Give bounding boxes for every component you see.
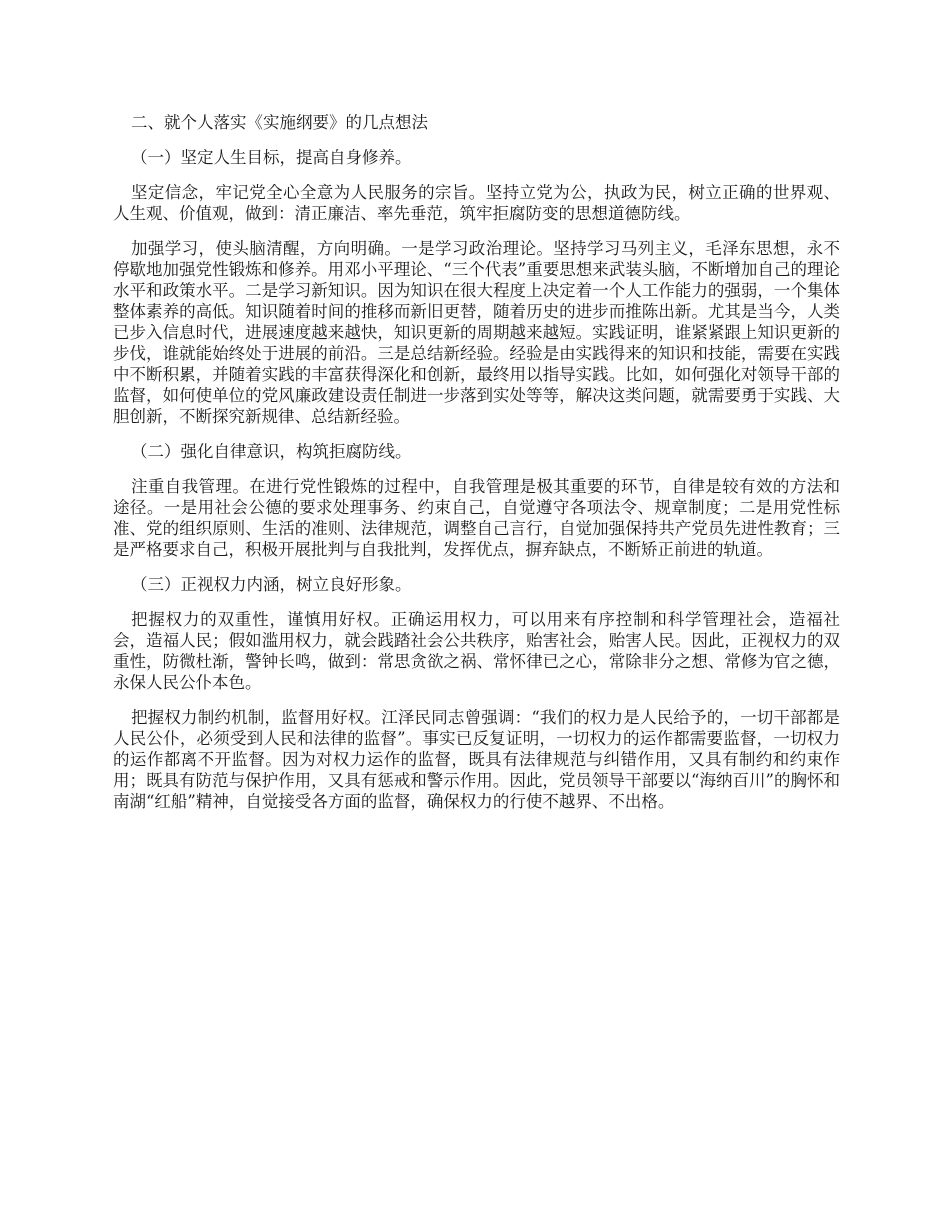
document-title: 二、就个人落实《实施纲要》的几点想法	[131, 113, 428, 132]
section-heading-2: （二）强化自律意识，构筑拒腐防线。	[131, 442, 412, 461]
paragraph-3: 注重自我管理。在进行党性锻炼的过程中，自我管理是极其重要的环节，自律是较有效的方法和途径。一是用社会公德的要求处理事务、约束自己，自觉遵守各项法令、规章制度；二是用党性标准、党的组织原则、生活的准则、法律规范，调整自己言行，自觉加强保持共产党员先进性教育；三是严格要求自己，积极开展批判与自我批判，发挥优点，摒弃缺点，不断矫正前进的轨道。	[113, 477, 840, 559]
paragraph-1: 坚定信念，牢记党全心全意为人民服务的宗旨。坚持立党为公，执政为民，树立正确的世界观、人生观、价值观，做到：清正廉洁、率先垂范，筑牢拒腐防变的思想道德防线。	[113, 183, 840, 223]
paragraph-2: 加强学习，使头脑清醒，方向明确。一是学习政治理论。坚持学习马列主义，毛泽东思想，永不停歇地加强党性锻炼和修养。用邓小平理论、“三个代表”重要思想来武装头脑，不断增加自己的理论水平和政策水平。二是学习新知识。因为知识在很大程度上决定着一个人工作能力的强弱，一个集体整体素养的高低。知识随着时间的推移而新旧更替，随着历史的进步而推陈出新。尤其是当今，人类已步入信息时代，进展速度越来越快，知识更新的周期越来越短。实践证明，谁紧紧跟上知识更新的步伐，谁就能始终处于进展的前沿。三是总结新经验。经验是由实践得来的知识和技能，需要在实践中不断积累，并随着实践的丰富获得深化和创新，最终用以指导实践。比如，如何强化对领导干部的监督，如何使单位的党风廉政建设责任制进一步落到实处等等，解决这类问题，就需要勇于实践、大胆创新，不断探究新规律、总结新经验。	[113, 239, 840, 426]
paragraph-4: 把握权力的双重性，谨慎用好权。正确运用权力，可以用来有序控制和科学管理社会，造福社会，造福人民；假如滥用权力，就会践踏社会公共秩序，贻害社会，贻害人民。因此，正视权力的双重性，防微杜渐，警钟长鸣，做到：常思贪欲之祸、常怀律已之心，常除非分之想、常修为官之德，永保人民公仆本色。	[113, 610, 840, 692]
section-heading-1: （一）坚定人生目标，提高自身修养。	[131, 148, 412, 167]
paragraph-5: 把握权力制约机制，监督用好权。江泽民同志曾强调：“我们的权力是人民给予的，一切干部都是人民公仆，必须受到人民和法律的监督”。事实已反复证明，一切权力的运作都需要监督，一切权力的运作都离不开监督。因为对权力运作的监督，既具有法律规范与纠错作用，又具有制约和约束作用；既具有防范与保护作用，又具有惩戒和警示作用。因此，党员领导干部要以“海纳百川”的胸怀和南湖“红船”精神，自觉接受各方面的监督，确保权力的行使不越界、不出格。	[113, 708, 840, 811]
section-heading-3: （三）正视权力内涵，树立良好形象。	[131, 575, 412, 594]
document-page	[113, 112, 840, 826]
